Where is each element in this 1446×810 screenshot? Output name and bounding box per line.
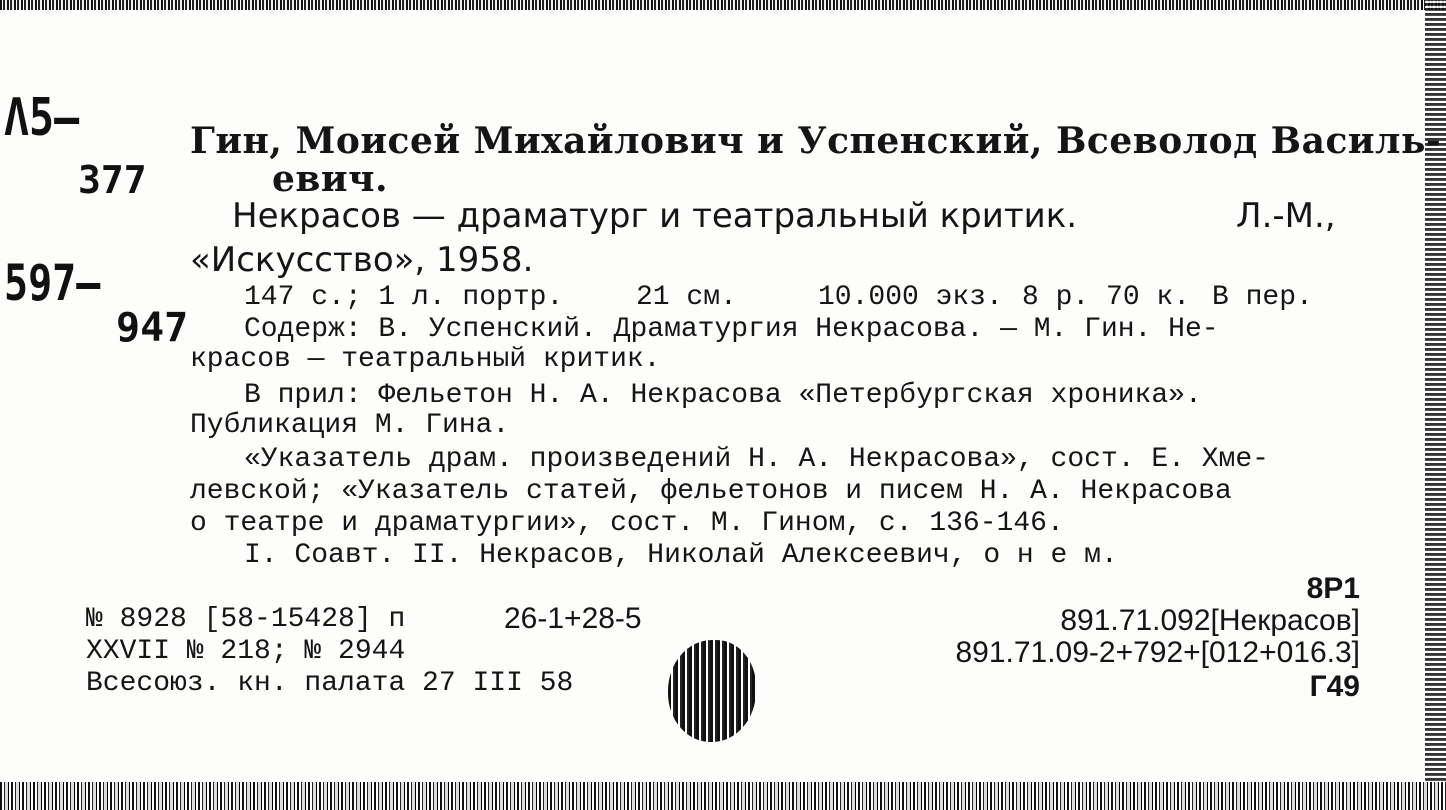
appendix-note-cont: Публикация М. Гина. xyxy=(190,410,510,441)
margin-mark: Λ5— xyxy=(4,88,80,148)
card-code: 26-1+28-5 xyxy=(504,602,642,635)
collation-size: 21 см. xyxy=(636,282,737,313)
author-mark: Г49 xyxy=(1309,670,1360,703)
imprint-place: Л.-М., xyxy=(1236,196,1336,236)
index-note-cont: о театре и драматургии», сост. М. Гином, с. 136-146. xyxy=(190,508,1064,539)
index-note: «Указатель драм. произведений Н. А. Некрасова», сост. Е. Хме- xyxy=(244,444,1269,475)
collation-binding: В пер. xyxy=(1212,282,1313,313)
margin-mark: 597— xyxy=(4,254,101,312)
margin-mark-sub: 377 xyxy=(78,158,147,202)
scan-edge-top xyxy=(0,0,1446,10)
classification-mark: 8Р1 xyxy=(1306,572,1360,605)
udc-index: 891.71.092[Некрасов] xyxy=(1060,604,1360,637)
margin-mark-sub: 947 xyxy=(116,305,189,351)
collation-price: 8 р. 70 к. xyxy=(1022,282,1191,313)
author-heading: Гин, Моисей Михайлович и Успенский, Всеволод Василь- xyxy=(190,120,1442,162)
scan-edge-bottom xyxy=(0,782,1446,810)
imprint-publisher: «Искусство», 1958. xyxy=(190,240,534,280)
card-chamber: Всесоюз. кн. палата 27 III 58 xyxy=(86,668,574,699)
udc-index-2: 891.71.09-2+792+[012+016.3] xyxy=(955,636,1360,669)
collation-copies: 10.000 экз. xyxy=(818,282,1003,313)
card-series: XXVII № 218; № 2944 xyxy=(86,636,406,667)
ink-stamp xyxy=(668,640,756,742)
contents-note: Содерж: В. Успенский. Драматургия Некрасова. — М. Гин. Не- xyxy=(244,314,1219,345)
title-line: Некрасов — драматург и театральный критик. xyxy=(232,196,1078,236)
appendix-note: В прил: Фельетон Н. А. Некрасова «Петербургская хроника». xyxy=(244,380,1202,411)
collation-pages: 147 с.; 1 л. портр. xyxy=(244,282,564,313)
card-number: № 8928 [58-15428] п xyxy=(86,604,406,635)
index-note-cont: левской; «Указатель статей, фельетонов и писем Н. А. Некрасова xyxy=(190,476,1232,507)
author-heading-cont: евич. xyxy=(272,158,389,200)
contents-note-cont: красов — театральный критик. xyxy=(190,344,661,375)
tracings: I. Соавт. II. Некрасов, Николай Алексеевич, о н е м. xyxy=(244,540,1118,571)
